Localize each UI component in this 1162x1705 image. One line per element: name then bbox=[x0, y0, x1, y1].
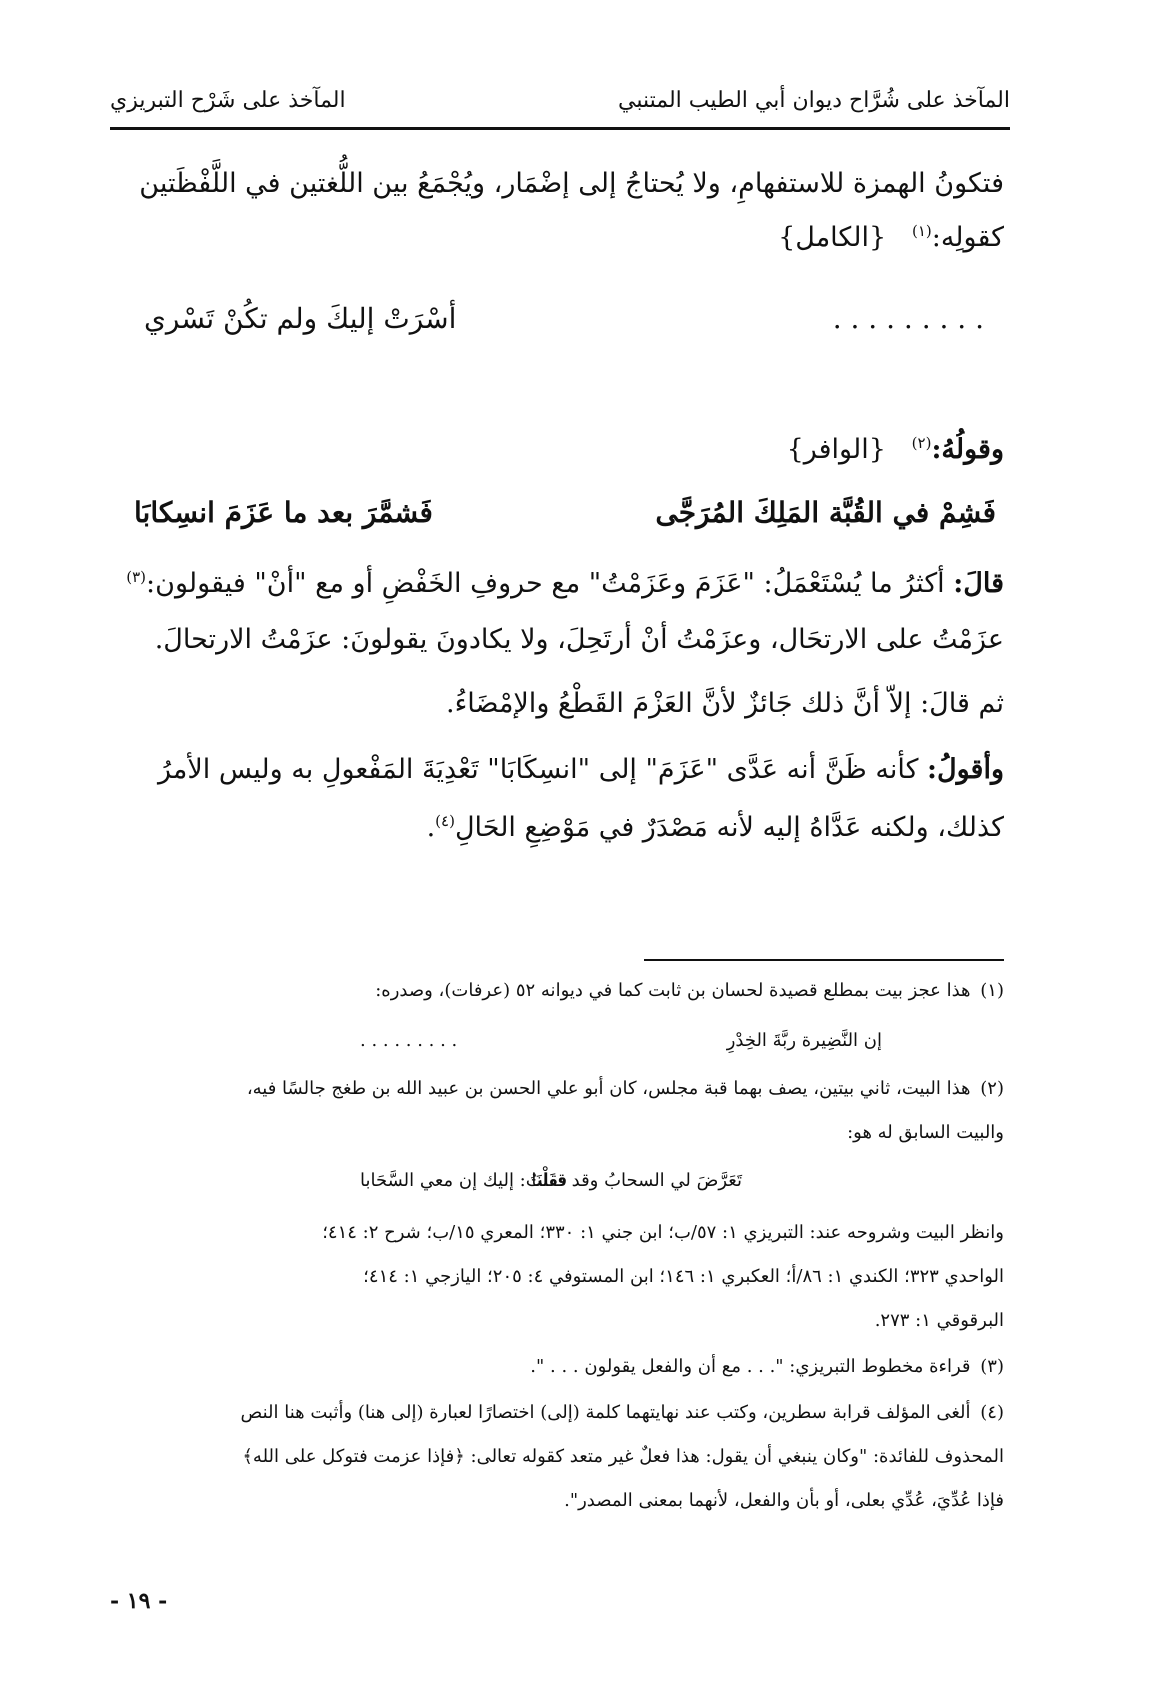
line-4-text: أكثرُ ما يُسْتَعْمَلُ: "عَزَمَ وعَزَمْتُ" مع حروفِ الخَفْضِ أو مع "أنْ" فيقولون: bbox=[146, 568, 945, 599]
footnote-4-line-3: فإذا عُدِّيَ، عُدِّي بعلى، أو بأن والفعل، لأنهما بمعنى المصدر". bbox=[564, 1490, 1004, 1511]
header-section-title: المآخذ على شَرْح التبريزي bbox=[110, 88, 346, 113]
text-line-1: فتكونُ الهمزة للاستفهامِ، ولا يُحتاجُ إلى إضْمَار، ويُجْمَعُ بين اللُّغتين في اللَّفْظَتين bbox=[139, 168, 1004, 199]
quote-intro: وقولُهُ: bbox=[931, 434, 1004, 465]
footnote-3-line-1: قراءة مخطوط التبريزي: ". . . مع أن والفعل يقولون . . . ". bbox=[530, 1356, 971, 1377]
aqulu-label: وأقولُ: bbox=[927, 754, 1004, 785]
footnote-rule bbox=[644, 959, 1004, 961]
main-text bbox=[124, 0, 1004, 900]
meter-label: {الوافر} bbox=[786, 434, 886, 465]
footnote-1 bbox=[114, 980, 1004, 1001]
line-7-text: كأنه ظَنَّ أنه عَدَّى "عَزَمَ" إلى "انسِكَابَا" تَعْدِيَةَ المَفْعولِ به وليس الأمرُ bbox=[158, 754, 919, 785]
footnote-ref-1: (١) bbox=[911, 222, 932, 240]
verse-1-first-hemistich: . . . . . . . . . bbox=[832, 302, 984, 335]
quote-intro: كقولِه: bbox=[931, 222, 1004, 253]
text-line-6: ثم قالَ: إلاّ أنَّ ذلك جَائزٌ لأنَّ العَزْمَ القَطْعُ والإمْضَاءُ. bbox=[446, 688, 1004, 719]
footnote-3 bbox=[114, 1356, 1004, 1377]
footnote-ref-3: (٣) bbox=[126, 568, 147, 586]
footnote-1-verse-first: إن النَّضِيرة ربَّةَ الخِدْرِ bbox=[726, 1030, 882, 1051]
footnote-number: (١) bbox=[980, 980, 1004, 1001]
footnote-number: (٢) bbox=[980, 1078, 1004, 1099]
footnote-number: (٣) bbox=[980, 1356, 1004, 1377]
verse-2 bbox=[124, 496, 1004, 542]
page-number: - ١٩ - bbox=[110, 1588, 168, 1614]
footnote-2-line-5: البرقوقي ١: ٢٧٣. bbox=[874, 1310, 1004, 1331]
footnote-1-line-1: هذا عجز بيت بمطلع قصيدة لحسان بن ثابت كما في ديوانه ٥٢ (عرفات)، وصدره: bbox=[375, 980, 971, 1001]
text-line-8 bbox=[427, 812, 1004, 843]
footnote-4 bbox=[114, 1402, 1004, 1423]
verse-1-second-hemistich: أسْرَتْ إليكَ ولم تكُنْ تَسْري bbox=[144, 302, 457, 335]
footnote-2-line-4: الواحدي ٣٢٣؛ الكندي ١: ٨٦/أ؛ العكبري ١: ١٤٦؛ ابن المستوفي ٤: ٢٠٥؛ اليازجي ١: ٤١٤؛ bbox=[363, 1266, 1004, 1287]
text-line-7 bbox=[158, 754, 1004, 785]
footnote-4-line-1: ألغى المؤلف قرابة سطرين، وكتب عند نهايتهما كلمة (إلى) اختصارًا لعبارة (إلى هنا) وأثبت هنا النص bbox=[240, 1402, 971, 1423]
text-line-5: عزَمْتُ على الارتحَال، وعزَمْتُ أنْ أرتَحِلَ، ولا يكادونَ يقولونَ: عزَمْتُ الارتحالَ. bbox=[154, 624, 1004, 655]
verse-2-second-hemistich: فَشمَّرَ بعد ما عَزَمَ انسِكابَا bbox=[134, 496, 433, 529]
text-line-3 bbox=[787, 434, 1004, 465]
footnote-2-line-1: هذا البيت، ثاني بيتين، يصف بهما قبة مجلس، كان أبو علي الحسن بن عبيد الله بن طغج جالسًا فيه، bbox=[246, 1078, 971, 1099]
text-line-4 bbox=[126, 568, 1004, 599]
line-8-end: . bbox=[426, 812, 436, 843]
qala-label: قالَ: bbox=[953, 568, 1004, 599]
footnote-4-line-2: المحذوف للفائدة: "وكان ينبغي أن يقول: هذا فعلٌ غير متعد كقوله تعالى: ﴿فإذا عزمت فتوكل على الله﴾ bbox=[242, 1446, 1004, 1467]
footnote-2-line-2: والبيت السابق له هو: bbox=[847, 1122, 1004, 1143]
footnote-1-verse-second: . . . . . . . . . bbox=[360, 1030, 458, 1051]
footnote-2 bbox=[114, 1078, 1004, 1099]
line-8-text: كذلك، ولكنه عَدَّاهُ إليه لأنه مَصْدَرٌ في مَوْضِعِ الحَالِ bbox=[454, 812, 1004, 843]
header-book-title: المآخذ على شُرَّاح ديوان أبي الطيب المتنبي bbox=[618, 88, 1010, 113]
meter-label: {الكامل} bbox=[778, 222, 887, 253]
text-line-2 bbox=[778, 222, 1004, 253]
verse-1 bbox=[124, 302, 1004, 348]
footnote-number: (٤) bbox=[980, 1402, 1004, 1423]
footnote-ref-4: (٤) bbox=[435, 812, 455, 830]
footnote-ref-2: (٢) bbox=[911, 434, 932, 452]
footnote-2-line-3: وانظر البيت وشروحه عند: التبريزي ١: ٥٧/ب؛ ابن جني ١: ٣٣٠؛ المعري ١٥/ب؛ شرح ٢: ٤١٤؛ bbox=[322, 1222, 1004, 1243]
verse-2-first-hemistich: فَشِمْ في القُبَّة المَلِكَ المُرَجَّى bbox=[655, 496, 996, 529]
footnote-2-verse-second: فقلتُ: إليك إن معي السَّحَابا bbox=[360, 1170, 568, 1191]
footnote-2-verse-first: تَعَرَّضَ لي السحابُ وقد قفَلْنَا bbox=[531, 1170, 742, 1191]
